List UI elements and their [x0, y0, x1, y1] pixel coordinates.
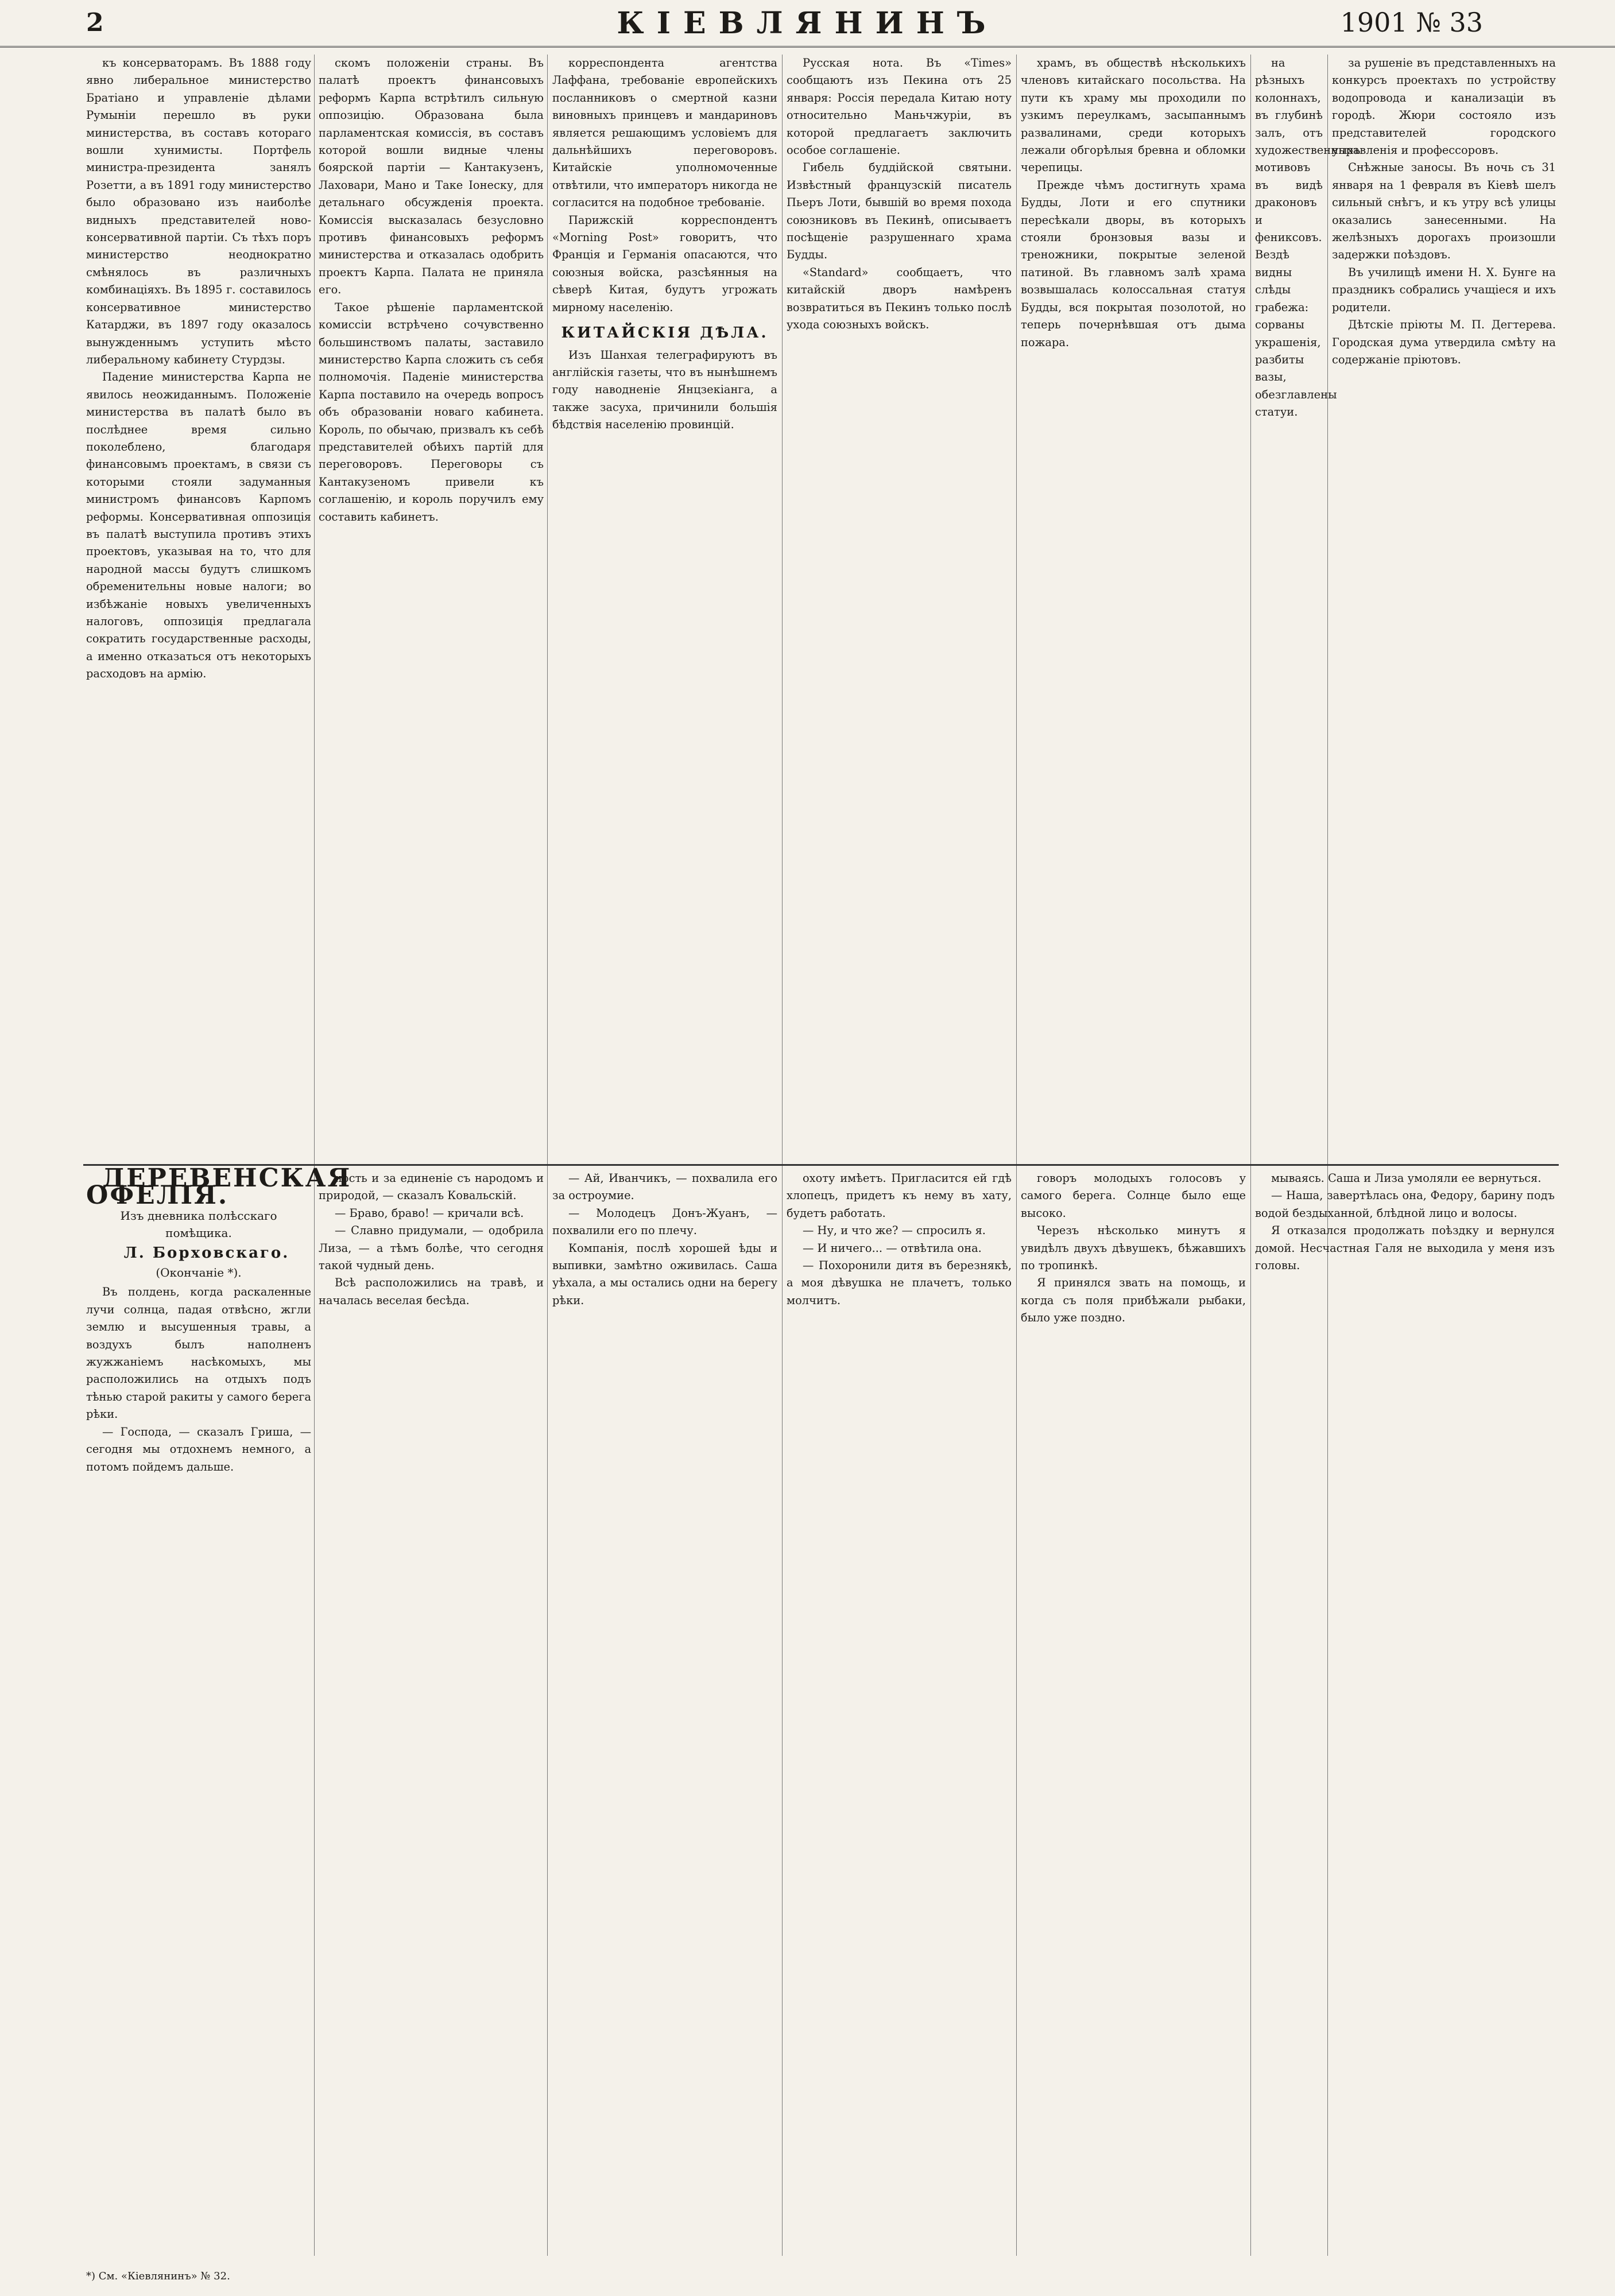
column-rule — [314, 55, 315, 2256]
column-rule — [1016, 55, 1017, 2256]
paragraph: Въ училищѣ имени Н. Х. Бунге на праздникъ собрались учащіеся и ихъ родители. — [1332, 265, 1556, 314]
feuilleton-author: Л. Борховскаго. — [123, 1244, 290, 1262]
issue-number: 1901 № 33 — [1340, 7, 1483, 38]
feuilleton-column — [86, 1163, 352, 2266]
paragraph: корреспондента агентства Лаффана, требованіе европейскихъ посланниковъ о смертной казни виновныхъ принцевъ и мандариновъ является решающимъ условіемъ для дальнѣйшихъ переговоровъ. Китайскіе уполномоченные отвѣтили, что императоръ никогда не согласится на подобное требованіе. — [552, 56, 777, 210]
paragraph: Падение министерства Карпа не явилось неожиданнымъ. Положеніе министерства въ палатѣ было въ послѣднее время сильно поколеблено, благодаря финансовымъ проектамъ, в связи съ которыми стояли задуманныя министромъ финансовъ Карпомъ реформы. Консервативная оппозиція въ палатѣ выступила противъ этихъ проектовъ, указывая на то, что для народной массы будутъ слишкомъ обременительны новые налоги; во избѣжаніе новыхъ увеличенныхъ налоговъ, оппозиція предлагала сократить государственные расходы, а именно отказаться отъ некоторыхъ расходовъ на армію. — [86, 370, 311, 681]
news-column — [552, 55, 777, 1159]
section-heading: КИТАЙСКІЯ ДѢЛА. — [561, 324, 769, 342]
feuilleton-column — [787, 1170, 1012, 2266]
news-column — [1255, 55, 1361, 1159]
news-column — [787, 55, 1012, 1159]
paragraph: Я отказался продолжать поѣздку и вернулся домой. Несчастная Галя не выходила у меня изъ головы. — [1255, 1224, 1555, 1273]
paragraph: Компанія, послѣ хорошей ѣды и выпивки, замѣтно оживилась. Саша уѣхала, а мы остались одни на берегу рѣки. — [552, 1241, 777, 1307]
paragraph: на рѣзныхъ колоннахъ, въ глубинѣ залъ, отъ художественныхъ мотивовъ въ видѣ драконовъ и фениксовъ. Вездѣ видны слѣды грабежа: сорваны украшенія, разбиты вазы, обезглавлены статуи. — [1255, 56, 1361, 419]
paragraph: къ консерваторамъ. Въ 1888 году явно либеральное министерство Братіано и управленіе дѣлами Румыніи перешло въ руки министерства, въ составъ котораго вошли хунимисты. Портфель министра-президента занялъ Розетти, а въ 1891 году министерство было образовано изъ наиболѣе видныхъ представителей ново-консервативной партіи. Съ тѣхъ поръ министерство неоднократно смѣнялось въ различныхъ комбинаціяхъ. Въ 1895 г. составилось консервативное министерство Катарджи, въ 1897 году оказалось вынужденнымъ уступить мѣсто либеральному кабинету Стурдзы. — [86, 56, 311, 366]
feuilleton-column — [1255, 1170, 1555, 2266]
paragraph: Снѣжные заносы. Въ ночь съ 31 января на 1 февраля въ Кіевѣ шелъ сильный снѣгъ, и къ утру всѣ улицы оказались занесенными. На желѣзныхъ дорогахъ произошли задержки поѣздовъ. — [1332, 161, 1556, 262]
feuilleton-note: (Окончаніе *). — [156, 1266, 242, 1280]
paragraph: — Ай, Иванчикъ, — похвалила его за остроумие. — [552, 1172, 777, 1203]
feuilleton-title: ДЕРЕВЕНСКАЯ ОФЕЛІЯ. — [86, 1163, 352, 1211]
paragraph: охоту имѣетъ. Пригласится ей гдѣ хлопецъ, придетъ къ нему въ хату, будетъ работать. — [787, 1172, 1012, 1220]
footnote: *) См. «Кіевлянинъ» № 32. — [86, 2270, 230, 2282]
column-rule — [782, 55, 783, 2256]
feuilleton-subtitle: Изъ дневника полѣсскаго помѣщика. — [120, 1208, 277, 1240]
paragraph: скомъ положеніи страны. Въ палатѣ проектъ финансовыхъ реформъ Карпа встрѣтилъ сильную оппозицію. Образована была парламентская комиссія, въ составъ которой вошли видные члены боярской партіи — Кантакузенъ, Лаховари, Мано и Таке Іонеску, для детальнаго обсужденія проекта. Комиссія высказалась безусловно противъ финансовыхъ реформъ министерства и отказалась одобрить проектъ Карпа. Палата не приняла его. — [319, 56, 544, 297]
column-rule — [547, 55, 548, 2256]
news-column — [1021, 55, 1246, 1159]
paragraph: — Славно придумали, — одобрила Лиза, — а тѣмъ болѣе, что сегодня такой чудный день. — [319, 1224, 544, 1273]
paper-title: КІЕВЛЯНИНЪ — [617, 6, 998, 41]
paragraph: — И ничего... — отвѣтила она. — [803, 1241, 982, 1255]
paragraph: Русская нота. Въ «Times» сообщаютъ изъ Пекина отъ 25 января: Россія передала Китаю ноту относительно Маньчжуріи, въ которой предлагаетъ заключить особое соглашеніе. — [787, 56, 1012, 157]
paragraph: Черезъ нѣсколько минутъ я увидѣлъ двухъ дѣвушекъ, бѣжавшихъ по тропинкѣ. — [1021, 1224, 1246, 1273]
paragraph: храмъ, въ обществѣ нѣсколькихъ членовъ китайскаго посольства. На пути къ храму мы проходили по узкимъ переулкамъ, засыпаннымъ развалинами, среди которыхъ лежали обгорѣлыя бревна и обломки черепицы. — [1021, 56, 1246, 174]
paragraph: Я принялся звать на помощь, и когда съ поля прибѣжали рыбаки, было уже поздно. — [1021, 1276, 1246, 1325]
paragraph: «Standard» сообщаетъ, что китайскій дворъ намѣренъ возвратиться въ Пекинъ только послѣ ухода союзныхъ войскъ. — [787, 265, 1012, 332]
paragraph: — Господа, — сказалъ Гриша, — сегодня мы отдохнемъ немного, а потомъ пойдемъ дальше. — [86, 1425, 311, 1473]
paragraph: Дѣтскіе пріюты М. П. Дегтерева. Городская дума утвердила смѣту на содержаніе пріютовъ. — [1332, 318, 1556, 366]
paragraph: Парижскій корреспондентъ «Morning Post» говоритъ, что Франція и Германія опасаются, что союзныя войска, разсѣянныя на сѣверѣ Китая, будутъ угрожать мирному населенію. — [552, 213, 777, 314]
masthead — [0, 0, 1615, 48]
paragraph: за рушеніе въ представленныхъ на конкурсъ проектахъ по устройству водопровода и канализаціи въ городѣ. Жюри состояло изъ представителей городского управленія и профессоровъ. — [1332, 56, 1556, 157]
paragraph: Такое рѣшеніе парламентской комиссіи встрѣчено сочувственно большинствомъ палаты, заставило министерство Карпа сложить съ себя полномочія. Паденіе министерства Карпа поставило на очередь вопросъ объ образованіи новаго кабинета. Король, по обычаю, призвалъ къ себѣ представителей обѣихъ партій для переговоровъ. Переговоры съ Кантакузеномъ привели къ соглашенію, и король поручилъ ему составить кабинетъ. — [319, 300, 544, 523]
paragraph: — Браво, браво! — кричали всѣ. — [335, 1206, 524, 1220]
paragraph: ность и за единеніе съ народомъ и природой, — сказалъ Ковальскій. — [319, 1172, 544, 1203]
page-number: 2 — [86, 8, 104, 37]
news-column — [319, 55, 544, 1159]
paragraph: Въ полдень, когда раскаленные лучи солнца, падая отвѣсно, жгли землю и высушенныя травы, а воздухъ былъ наполненъ жужжаніемъ насѣкомыхъ, мы расположились на отдыхъ подъ тѣнью старой ракиты у самого берега рѣки. — [86, 1285, 311, 1421]
news-column — [86, 55, 311, 1159]
paragraph: Прежде чѣмъ достигнуть храма Будды, Лоти и его спутники пересѣкали дворы, въ которыхъ стояли бронзовыя вазы и треножники, покрытые зеленой патиной. Въ главномъ залѣ храма возвышалась колоссальная статуя Будды, вся покрытая позолотой, но теперь почернѣвшая отъ дыма пожара. — [1021, 178, 1246, 349]
column-rule — [1250, 55, 1251, 2256]
paragraph: Изъ Шанхая телеграфируютъ въ англійскія газеты, что въ нынѣшнемъ году наводненіе Янцзекіанга, а также засуха, причинили большія бѣдствія населенію провинцій. — [552, 348, 777, 432]
feuilleton-column — [319, 1170, 544, 2266]
paragraph: Всѣ расположились на травѣ, и началась веселая бесѣда. — [319, 1276, 544, 1307]
feuilleton-column — [1021, 1170, 1246, 2266]
paragraph: говоръ молодыхъ голосовъ у самого берега. Солнце было еще высоко. — [1021, 1172, 1246, 1220]
paragraph: Гибель буддійской святыни. Извѣстный французскій писатель Пьеръ Лоти, бывшій во время похода союзниковъ въ Пекинѣ, описываетъ посѣщеніе разрушеннаго храма Будды. — [787, 161, 1012, 262]
paragraph: — Наша, завертѣлась она, Федору, барину подъ водой бездыханной, блѣдной лицо и волосы. — [1255, 1189, 1555, 1220]
feuilleton-column — [552, 1170, 777, 2266]
paragraph: — Молодецъ Донъ-Жуанъ, — похвалили его по плечу. — [552, 1206, 777, 1238]
paragraph: мываясь. Саша и Лиза умоляли ее вернуться. — [1271, 1172, 1542, 1185]
news-column — [1332, 55, 1556, 1159]
paragraph: — Ну, и что же? — спросилъ я. — [803, 1224, 986, 1238]
paragraph: — Похоронили дитя въ березнякѣ, а моя дѣвушка не плачетъ, только молчитъ. — [787, 1259, 1012, 1307]
